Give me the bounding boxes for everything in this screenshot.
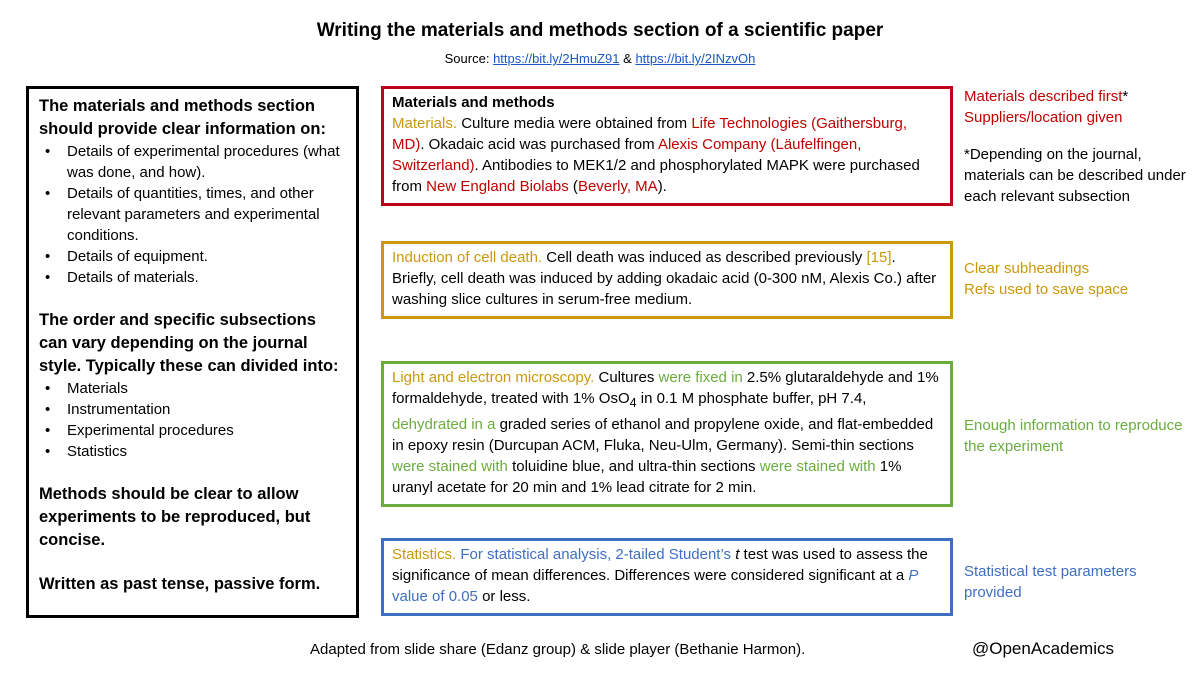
source-link-1[interactable]: https://bit.ly/2HmuZ91 xyxy=(493,51,620,66)
cell-death-paragraph: Induction of cell death. Cell death was induced as described previously [15]. Briefly, cell death was induced by adding okadaic acid (0-300 nM, Alexis Co.) after washing slice cultures in serum-free medium. xyxy=(392,249,937,308)
list-item: • Experimental procedures xyxy=(39,420,346,441)
tense-text: Written as past tense, passive form. xyxy=(39,575,321,593)
procedure-verb: were fixed in xyxy=(658,369,743,386)
subheading: Light and electron microscopy. xyxy=(392,369,595,386)
microscopy-paragraph: Light and electron microscopy. Cultures were fixed in 2.5% glutaraldehyde and 1% formaldehyde, treated with 1% OsO$_4$ in 0.1 M phosphate buffer, pH 7.4, dehydrated in a graded series of ethanol and propylene oxide, and flat-embedded in epoxy resin (Durcupan ACM, Fluka, Neu-Ulm, Germany). Semi-thin sections were stained with toluidine blue, and ultra-thin sections were stained with 1% uranyl acetate for 20 min and 1% lead citrate for 2 min. xyxy=(392,369,939,496)
statistics-paragraph: Statistics. For statistical analysis, 2-tailed Student’s t test was used to assess the significance of mean differences. Differences were considered significant at a P value of 0.05 or less. xyxy=(392,546,928,605)
microscopy-example-box xyxy=(381,361,953,507)
footer-credit: Adapted from slide share (Edanz group) & slide player (Bethanie Harmon). xyxy=(310,641,806,658)
stat-detail: value of 0.05 xyxy=(392,588,478,605)
note-materials: Materials described first* Suppliers/location given xyxy=(964,88,1129,126)
cell-death-example-box xyxy=(381,241,953,319)
note-depending: *Depending on the journal, materials can be described under each relevant subsection xyxy=(964,146,1186,205)
procedure-verb: dehydrated in a xyxy=(392,416,496,433)
order-text: The order and specific subsections can vary depending on the journal style. Typically these can divided into: xyxy=(39,311,339,375)
overview-panel xyxy=(26,86,359,618)
box-heading: Materials and methods xyxy=(392,94,555,111)
note-statistics: Statistical test parameters provided xyxy=(964,563,1137,601)
list-item: • Details of equipment. xyxy=(39,246,346,267)
reference: [15] xyxy=(866,249,892,266)
source-line xyxy=(0,51,1200,66)
subheading: Statistics. xyxy=(392,546,457,563)
stat-detail: For statistical analysis, 2-tailed Student’s xyxy=(456,546,736,563)
list-item: • Details of experimental procedures (what was done, and how). xyxy=(39,141,346,183)
note-reproduce: Enough information to reproduce the experiment xyxy=(964,417,1183,455)
list-item: • Statistics xyxy=(39,441,346,462)
procedure-verb: were stained with xyxy=(759,458,876,475)
materials-paragraph: Materials. Culture media were obtained from Life Technologies (Gaithersburg, MD). Okadaic acid was purchased from Alexis Company (Läufelfingen, Switzerland). Antibodies to MEK1/2 and phosphorylated MAPK were purchased from New England Biolabs (Beverly, MA). xyxy=(392,115,920,195)
subheading: Materials. xyxy=(392,115,458,132)
list-item: • Materials xyxy=(39,378,346,399)
list-item: • Details of quantities, times, and other relevant parameters and experimental conditions. xyxy=(39,183,346,246)
procedure-verb: were stained with xyxy=(392,458,508,475)
list-item: • Instrumentation xyxy=(39,399,346,420)
clarity-text: Methods should be clear to allow experiments to be reproduced, but concise. xyxy=(39,485,311,549)
author-handle: @OpenAcademics xyxy=(972,639,1114,658)
note-subheadings: Clear subheadings Refs used to save space xyxy=(964,260,1129,298)
supplier: New England Biolabs xyxy=(426,178,569,195)
supplier: Life Technologies (Gaithersburg, MD) xyxy=(392,115,907,153)
details-list xyxy=(39,141,346,288)
subsections-list xyxy=(39,378,346,462)
source-amp: & xyxy=(623,51,632,66)
overview-intro: The materials and methods section should provide clear information on: xyxy=(39,97,326,138)
page-title: Writing the materials and methods section of a scientific paper xyxy=(316,20,884,41)
supplier: Alexis Company (Läufelfingen, Switzerland) xyxy=(392,136,862,174)
source-label: Source: xyxy=(444,51,490,66)
source-link-2[interactable]: https://bit.ly/2INzvOh xyxy=(635,51,756,66)
statistics-example-box xyxy=(381,538,953,616)
subheading: Induction of cell death. xyxy=(392,249,543,266)
list-item: • Details of materials. xyxy=(39,267,346,288)
supplier-location: Beverly, MA xyxy=(577,178,658,195)
materials-example-box xyxy=(381,86,953,206)
